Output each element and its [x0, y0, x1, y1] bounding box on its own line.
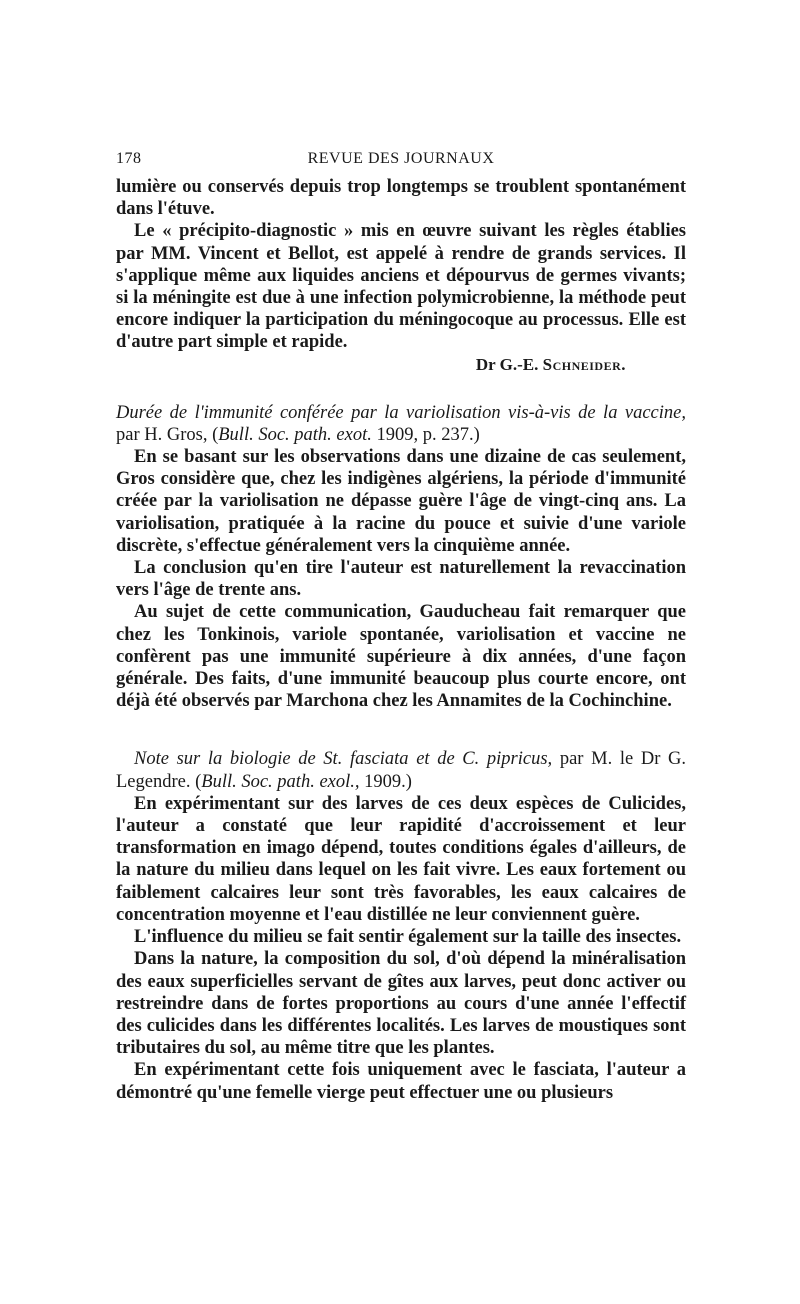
article-journal: Bull. Soc. path. exol.,: [201, 771, 360, 792]
paragraph: La conclusion qu'en tire l'auteur est naturellement la revaccination vers l'âge de trente ans.: [116, 558, 686, 601]
paragraph: L'influence du milieu se fait sentir également sur la taille des insectes.: [134, 927, 682, 948]
journal-page: [116, 150, 686, 1104]
running-header: [116, 150, 686, 176]
article-reference: 1909.): [364, 771, 412, 792]
article-title-italic: Note sur la biologie de St. fasciata et de C. pipricus,: [134, 749, 553, 770]
paragraph: Dans la nature, la composition du sol, d'où dépend la minéralisation des eaux superficielles servant de gîtes aux larves, peut donc activer ou restreindre dans de fortes proportions au cours d'une année l'effectif des culicides dans les différentes localités. Les larves de moustiques sont tributaires du sol, au même titre que les plantes.: [116, 949, 686, 1059]
section-gap: [116, 712, 686, 742]
signature: [116, 354, 686, 376]
article-reference: 1909, p. 237.): [376, 424, 480, 445]
signature-prefix: Dr G.-E.: [475, 354, 539, 374]
article-author: par M. le Dr G. Legendre. (: [116, 749, 686, 792]
paragraph: Le « précipito-diagnostic » mis en œuvre suivant les règles établies par MM. Vincent et Bellot, est appelé à rendre de grands services. Il s'applique même aux liquides anciens et dépourvus de germes vivants; si la méningite est due à une infection polymicrobienne, la méthode peut encore indiquer la participation du méningocoque au processus. Elle est d'autre part simple et rapide.: [116, 221, 686, 353]
running-title: REVUE DES JOURNAUX: [307, 150, 495, 167]
page-number: 178: [116, 150, 142, 167]
signature-name: Schneider.: [542, 354, 626, 374]
article-title: [116, 748, 686, 792]
article-title: [116, 402, 686, 446]
article-journal: Bull. Soc. path. exot.: [218, 424, 372, 445]
paragraph: Au sujet de cette communication, Gauducheau fait remarquer que chez les Tonkinois, variole spontanée, variolisation et vaccine ne confèrent pas une immunité supérieure à dix années, d'une façon générale. Des faits, d'une immunité beaucoup plus courte encore, ont déjà été observés par Marchona chez les Annamites de la Cochinchine.: [116, 602, 686, 712]
article-author: par H. Gros, (: [116, 424, 219, 445]
paragraph: lumière ou conservés depuis trop longtemps se troublent spontanément dans l'étuve.: [116, 177, 686, 220]
paragraph: En se basant sur les observations dans une dizaine de cas seulement, Gros considère que, chez les indigènes algériens, la période d'immunité créée par la variolisation ne dépasse guère l'âge de vingt-cinq ans. La variolisation, pratiquée à la racine du pouce et suivie d'une variole discrète, s'effectue généralement vers la cinquième année.: [116, 447, 686, 556]
paragraph: En expérimentant cette fois uniquement avec le fasciata, l'auteur a démontré qu'une femelle vierge peut effectuer une ou plusieurs: [116, 1060, 686, 1103]
paragraph: En expérimentant sur des larves de ces deux espèces de Culicides, l'auteur a constaté que leur rapidité d'accroissement et leur transformation en imago dépend, toutes conditions égales d'ailleurs, de la nature du milieu dans lequel on les fait vivre. Les eaux fortement ou faiblement calcaires leur sont très favorables, les eaux calcaires de concentration moyenne et l'eau distillée ne leur conviennent guère.: [116, 793, 686, 925]
article-title-italic: Durée de l'immunité conférée par la variolisation vis-à-vis de la vaccine,: [116, 402, 686, 423]
